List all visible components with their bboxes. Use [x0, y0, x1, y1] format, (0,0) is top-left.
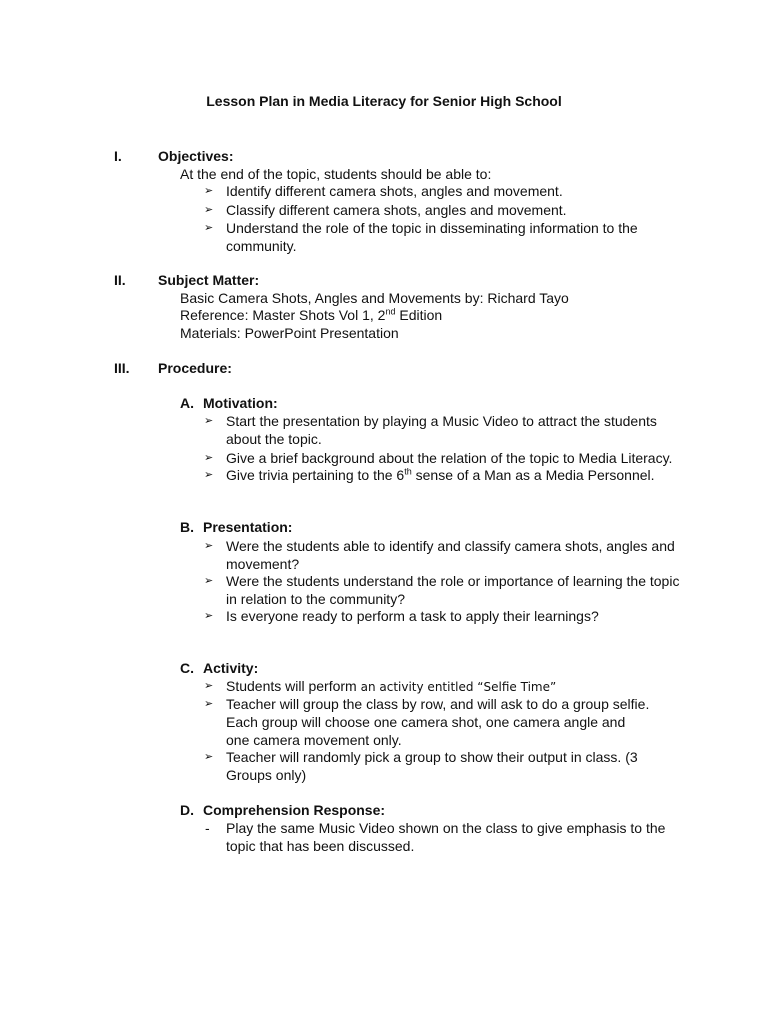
section-numeral-objectives: I.	[114, 148, 122, 164]
bullet-icon: ➢	[204, 468, 214, 481]
subsection-heading-presentation: Presentation:	[203, 519, 293, 535]
activity-item: Teacher will randomly pick a group to show their output in class. (3 Groups only)	[226, 749, 638, 783]
bullet-icon: ➢	[204, 609, 214, 622]
subsection-letter-motivation: A.	[180, 395, 194, 411]
bullet-icon: ➢	[204, 679, 214, 692]
presentation-item: Were the students understand the role or importance of learning the topic in relation to the community?	[226, 573, 680, 607]
bullet-icon: ➢	[204, 697, 214, 710]
bullet-icon: ➢	[204, 539, 214, 552]
section-heading-procedure: Procedure:	[158, 360, 232, 376]
subject-matter-materials: Materials: PowerPoint Presentation	[180, 325, 399, 341]
section-numeral-subject-matter: II.	[114, 272, 126, 288]
subsection-heading-comprehension: Comprehension Response:	[203, 802, 386, 818]
presentation-item: Is everyone ready to perform a task to apply their learnings?	[226, 608, 599, 624]
subsection-heading-motivation: Motivation:	[203, 395, 278, 411]
motivation-item: Start the presentation by playing a Music Video to attract the students about the topic.	[226, 413, 657, 447]
section-heading-objectives: Objectives:	[158, 148, 234, 164]
objective-item: Identify different camera shots, angles and movement.	[226, 183, 563, 199]
section-numeral-procedure: III.	[114, 360, 130, 376]
subsection-letter-presentation: B.	[180, 519, 194, 535]
motivation-item: Give trivia pertaining to the 6th sense of a Man as a Media Personnel.	[226, 466, 655, 483]
document-title: Lesson Plan in Media Literacy for Senior High School	[206, 93, 562, 109]
objective-item: Understand the role of the topic in disseminating information to the community.	[226, 220, 638, 254]
dash-marker: -	[205, 820, 210, 836]
subsection-heading-activity: Activity:	[203, 660, 259, 676]
bullet-icon: ➢	[204, 203, 214, 216]
objective-item: Classify different camera shots, angles and movement.	[226, 202, 567, 218]
subject-matter-title: Basic Camera Shots, Angles and Movements by: Richard Tayo	[180, 290, 569, 306]
subject-matter-reference: Reference: Master Shots Vol 1, 2nd Edition	[180, 306, 443, 323]
bullet-icon: ➢	[204, 414, 214, 427]
bullet-icon: ➢	[204, 221, 214, 234]
objectives-intro: At the end of the topic, students should be able to:	[180, 166, 492, 182]
subsection-letter-activity: C.	[180, 660, 194, 676]
section-heading-subject-matter: Subject Matter:	[158, 272, 260, 288]
bullet-icon: ➢	[204, 451, 214, 464]
comprehension-item: Play the same Music Video shown on the class to give emphasis to the topic that has been discussed.	[226, 820, 666, 854]
motivation-item: Give a brief background about the relation of the topic to Media Literacy.	[226, 450, 673, 466]
activity-item: Teacher will group the class by row, and will ask to do a group selfie. Each group will choose one camera shot, one camera angle and one camera movement only.	[226, 696, 650, 748]
bullet-icon: ➢	[204, 184, 214, 197]
presentation-item: Were the students able to identify and classify camera shots, angles and movement?	[226, 538, 675, 572]
bullet-icon: ➢	[204, 750, 214, 763]
activity-item: Students will perform an activity entitled “Selfie Time”	[226, 678, 557, 694]
subsection-letter-comprehension: D.	[180, 802, 194, 818]
bullet-icon: ➢	[204, 574, 214, 587]
